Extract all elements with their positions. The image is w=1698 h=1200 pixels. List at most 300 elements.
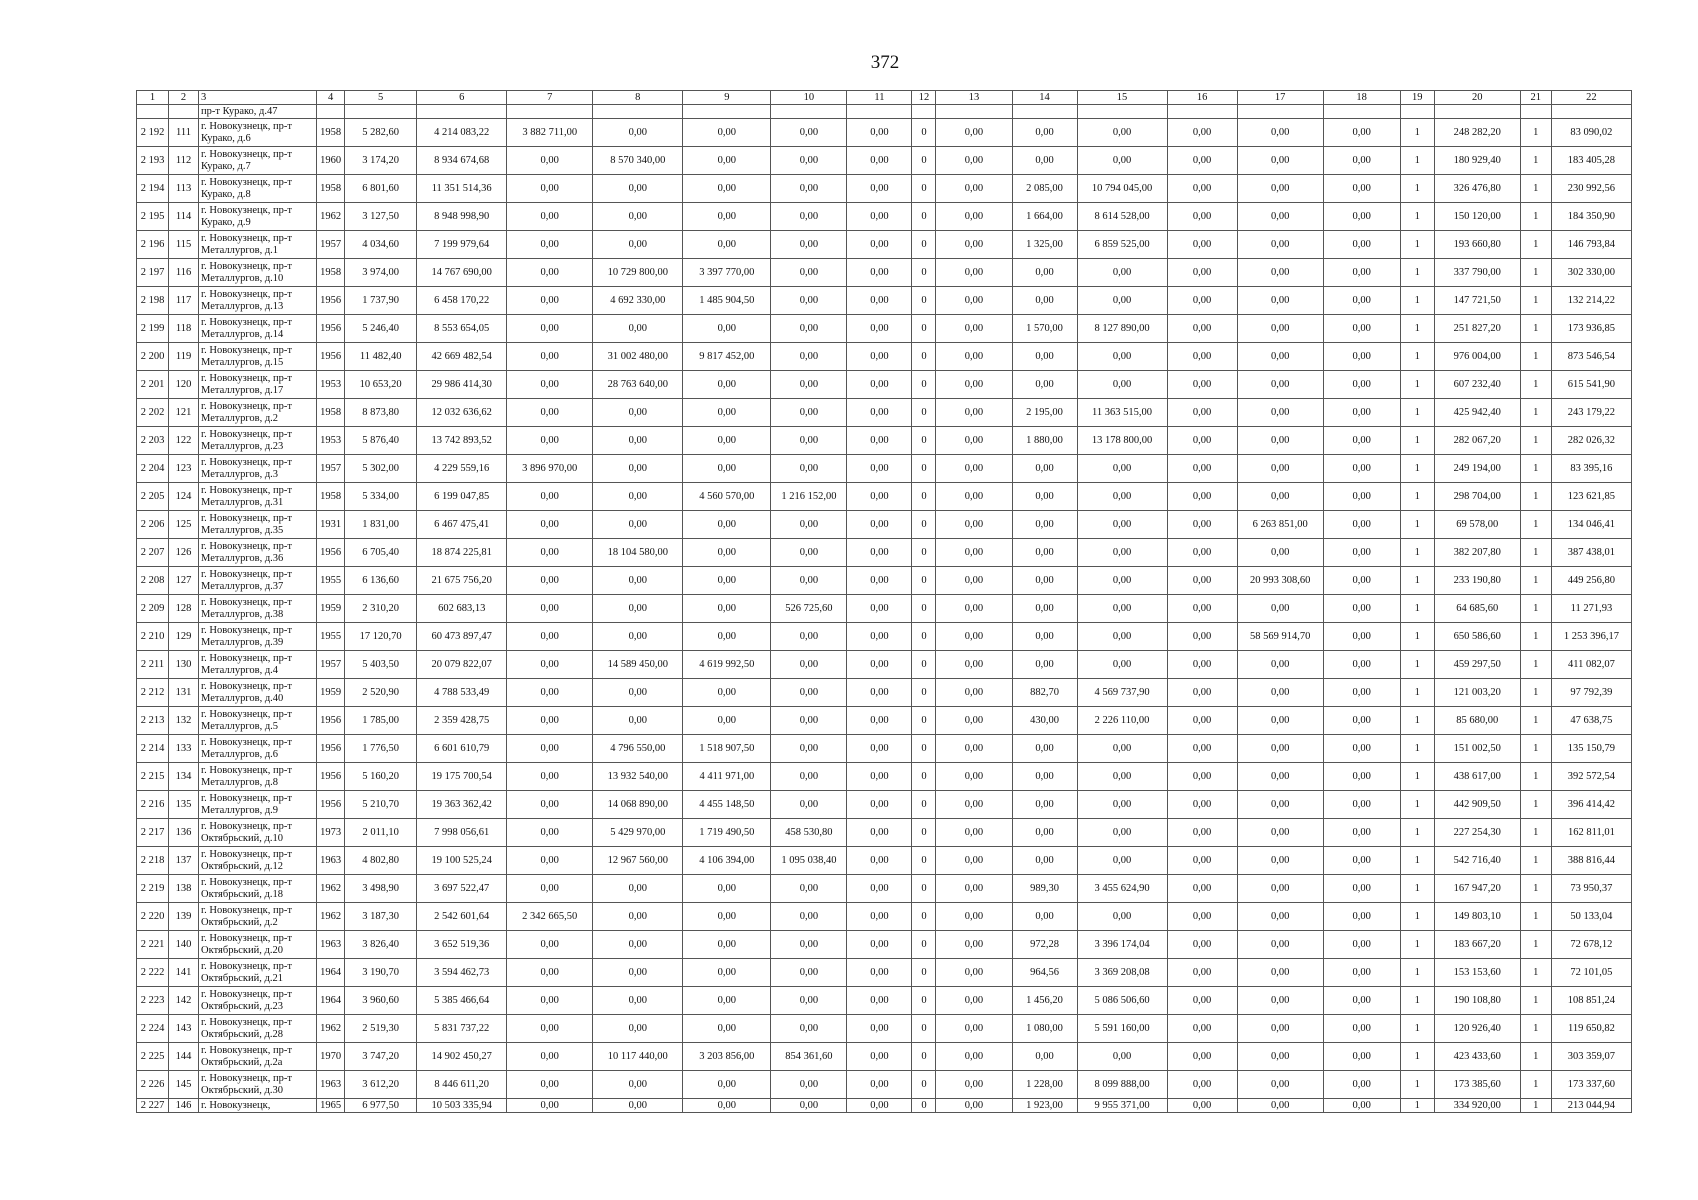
- table-cell: 2 226 110,00: [1077, 707, 1167, 735]
- address-cell: г. Новокузнецк, пр-т Курако, д.8: [199, 175, 317, 203]
- table-cell: 0,00: [593, 1099, 683, 1113]
- address-cell: г. Новокузнецк, пр-т Металлургов, д.14: [199, 315, 317, 343]
- table-cell: 0,00: [771, 371, 847, 399]
- table-cell: 133: [169, 735, 199, 763]
- table-cell: 1: [1520, 567, 1551, 595]
- table-cell: 650 586,60: [1434, 623, 1520, 651]
- table-cell: 0,00: [1323, 819, 1400, 847]
- table-cell: 5: [345, 91, 417, 105]
- table-cell: 1962: [317, 903, 345, 931]
- table-cell: 8 099 888,00: [1077, 1071, 1167, 1099]
- table-cell: 147 721,50: [1434, 287, 1520, 315]
- table-row: [137, 847, 1632, 875]
- table-cell: 0,00: [683, 987, 771, 1015]
- address-cell: г. Новокузнецк, пр-т Металлургов, д.40: [199, 679, 317, 707]
- table-cell: 0,00: [1237, 287, 1323, 315]
- table-cell: 3 396 174,04: [1077, 931, 1167, 959]
- table-cell: 1963: [317, 847, 345, 875]
- table-cell: 18: [1323, 91, 1400, 105]
- table-cell: 0,00: [1237, 847, 1323, 875]
- table-cell: 0,00: [683, 399, 771, 427]
- table-cell: 0: [912, 623, 936, 651]
- table-cell: 0,00: [1237, 147, 1323, 175]
- table-cell: 0,00: [847, 455, 912, 483]
- table-cell: 0: [912, 259, 936, 287]
- table-cell: 1 518 907,50: [683, 735, 771, 763]
- table-cell: 0,00: [683, 707, 771, 735]
- table-cell: 0,00: [593, 427, 683, 455]
- table-cell: 0,00: [1167, 399, 1237, 427]
- table-cell: 0,00: [847, 763, 912, 791]
- table-cell: 0,00: [1167, 903, 1237, 931]
- table-cell: 227 254,30: [1434, 819, 1520, 847]
- table-cell: 0,00: [507, 511, 593, 539]
- table-cell: 0,00: [683, 147, 771, 175]
- table-cell: 0,00: [936, 959, 1012, 987]
- table-cell: 0,00: [936, 1043, 1012, 1071]
- table-cell: 0,00: [936, 1099, 1012, 1113]
- table-cell: 438 617,00: [1434, 763, 1520, 791]
- table-cell: 0,00: [771, 343, 847, 371]
- table-cell: 19 175 700,54: [417, 763, 507, 791]
- address-cell: г. Новокузнецк, пр-т Октябрьский, д.28: [199, 1015, 317, 1043]
- table-cell: 1: [1520, 707, 1551, 735]
- table-cell: 6 263 851,00: [1237, 511, 1323, 539]
- table-row: [137, 651, 1632, 679]
- table-cell: [593, 105, 683, 119]
- table-cell: 1963: [317, 931, 345, 959]
- table-cell: 0,00: [1077, 539, 1167, 567]
- table-cell: 233 190,80: [1434, 567, 1520, 595]
- table-cell: 0,00: [1167, 875, 1237, 903]
- table-cell: 0,00: [507, 287, 593, 315]
- table-cell: 0,00: [847, 539, 912, 567]
- table-cell: [771, 105, 847, 119]
- table-cell: 0,00: [771, 259, 847, 287]
- table-cell: 0,00: [1077, 735, 1167, 763]
- table-cell: 0,00: [847, 483, 912, 511]
- table-cell: 139: [169, 903, 199, 931]
- table-cell: 2 195: [137, 203, 169, 231]
- table-cell: 0,00: [1077, 287, 1167, 315]
- table-cell: 1956: [317, 735, 345, 763]
- table-row: [137, 455, 1632, 483]
- table-cell: 2 198: [137, 287, 169, 315]
- table-cell: 0,00: [1323, 511, 1400, 539]
- address-cell: г. Новокузнецк, пр-т Октябрьский, д.12: [199, 847, 317, 875]
- table-cell: 0,00: [683, 875, 771, 903]
- continuation-row: [137, 105, 1632, 119]
- table-cell: 430,00: [1012, 707, 1077, 735]
- table-cell: 136: [169, 819, 199, 847]
- table-cell: 411 082,07: [1551, 651, 1631, 679]
- table-row: [137, 231, 1632, 259]
- table-cell: 6 801,60: [345, 175, 417, 203]
- table-cell: 5 591 160,00: [1077, 1015, 1167, 1043]
- table-cell: 0: [912, 595, 936, 623]
- table-cell: 0,00: [771, 455, 847, 483]
- table-cell: 0,00: [683, 1015, 771, 1043]
- table-cell: 0,00: [507, 1043, 593, 1071]
- table-cell: 1956: [317, 343, 345, 371]
- table-cell: 5 876,40: [345, 427, 417, 455]
- table-cell: 0,00: [593, 203, 683, 231]
- address-cell: г. Новокузнецк, пр-т Металлургов, д.36: [199, 539, 317, 567]
- table-cell: 13 742 893,52: [417, 427, 507, 455]
- table-cell: 0,00: [1323, 651, 1400, 679]
- table-cell: 0,00: [847, 567, 912, 595]
- table-cell: 0,00: [1077, 371, 1167, 399]
- table-cell: 0,00: [936, 119, 1012, 147]
- table-cell: 4 106 394,00: [683, 847, 771, 875]
- address-cell: г. Новокузнецк, пр-т Металлургов, д.38: [199, 595, 317, 623]
- table-cell: 0,00: [1237, 903, 1323, 931]
- table-cell: 0,00: [1012, 903, 1077, 931]
- table-cell: 0,00: [1012, 343, 1077, 371]
- table-cell: [417, 105, 507, 119]
- table-cell: 1: [1520, 735, 1551, 763]
- table-cell: 248 282,20: [1434, 119, 1520, 147]
- table-cell: 0: [912, 567, 936, 595]
- table-cell: 1: [1520, 623, 1551, 651]
- table-cell: 0,00: [507, 1099, 593, 1113]
- table-cell: 0,00: [1167, 763, 1237, 791]
- table-cell: 0,00: [936, 511, 1012, 539]
- table-cell: 1: [1400, 623, 1434, 651]
- table-cell: 1: [1520, 147, 1551, 175]
- table-cell: 0,00: [593, 707, 683, 735]
- table-cell: 0,00: [771, 791, 847, 819]
- table-cell: 29 986 414,30: [417, 371, 507, 399]
- table-cell: 0,00: [1012, 595, 1077, 623]
- table-cell: [1237, 105, 1323, 119]
- table-cell: 0,00: [683, 203, 771, 231]
- table-cell: 0,00: [1167, 119, 1237, 147]
- address-cell: г. Новокузнецк, пр-т Курако, д.6: [199, 119, 317, 147]
- table-cell: 0,00: [847, 231, 912, 259]
- table-cell: 0,00: [1077, 763, 1167, 791]
- table-cell: 1: [1400, 371, 1434, 399]
- table-cell: 0,00: [771, 987, 847, 1015]
- table-cell: 0,00: [847, 1099, 912, 1113]
- table-cell: 5 334,00: [345, 483, 417, 511]
- table-cell: 1: [1400, 455, 1434, 483]
- table-cell: 1: [1520, 119, 1551, 147]
- table-cell: 13: [936, 91, 1012, 105]
- table-cell: 0,00: [1077, 455, 1167, 483]
- table-cell: 2 192: [137, 119, 169, 147]
- table-cell: 0,00: [847, 595, 912, 623]
- table-row: [137, 287, 1632, 315]
- table-cell: 19 100 525,24: [417, 847, 507, 875]
- table-row: [137, 931, 1632, 959]
- table-cell: 0,00: [1012, 819, 1077, 847]
- table-cell: 0,00: [1323, 931, 1400, 959]
- table-cell: 162 811,01: [1551, 819, 1631, 847]
- table-cell: 0,00: [771, 399, 847, 427]
- table-cell: 135: [169, 791, 199, 819]
- table-cell: 2 204: [137, 455, 169, 483]
- table-cell: 9 817 452,00: [683, 343, 771, 371]
- table-cell: 213 044,94: [1551, 1099, 1631, 1113]
- table-cell: 0,00: [593, 483, 683, 511]
- table-cell: 0,00: [1237, 455, 1323, 483]
- table-row: [137, 595, 1632, 623]
- table-cell: 382 207,80: [1434, 539, 1520, 567]
- table-cell: 1956: [317, 763, 345, 791]
- table-cell: 2 216: [137, 791, 169, 819]
- table-cell: 0: [912, 231, 936, 259]
- table-cell: 0,00: [936, 847, 1012, 875]
- table-cell: 1: [1520, 539, 1551, 567]
- table-cell: 5 302,00: [345, 455, 417, 483]
- table-row: [137, 959, 1632, 987]
- table-cell: 0,00: [847, 791, 912, 819]
- address-cell: пр-т Курако, д.47: [199, 105, 317, 119]
- table-cell: [345, 105, 417, 119]
- table-cell: 1964: [317, 959, 345, 987]
- table-cell: [912, 105, 936, 119]
- table-cell: 0,00: [1012, 371, 1077, 399]
- table-cell: 64 685,60: [1434, 595, 1520, 623]
- table-cell: 3 974,00: [345, 259, 417, 287]
- table-cell: 180 929,40: [1434, 147, 1520, 175]
- table-cell: 1: [1520, 819, 1551, 847]
- table-cell: 0,00: [1237, 231, 1323, 259]
- table-cell: 3 187,30: [345, 903, 417, 931]
- table-cell: 1: [1400, 903, 1434, 931]
- table-row: [137, 259, 1632, 287]
- table-cell: 3 397 770,00: [683, 259, 771, 287]
- table-cell: 20 993 308,60: [1237, 567, 1323, 595]
- table-cell: 0,00: [771, 119, 847, 147]
- table-cell: 0,00: [683, 511, 771, 539]
- table-cell: 0,00: [1077, 651, 1167, 679]
- table-cell: 1: [1400, 399, 1434, 427]
- table-cell: 0,00: [1237, 875, 1323, 903]
- table-cell: 0,00: [936, 483, 1012, 511]
- table-cell: 449 256,80: [1551, 567, 1631, 595]
- table-cell: 0,00: [507, 539, 593, 567]
- table-cell: 1957: [317, 231, 345, 259]
- table-cell: 2 219: [137, 875, 169, 903]
- table-row: [137, 399, 1632, 427]
- table-cell: 0,00: [771, 231, 847, 259]
- table-cell: 989,30: [1012, 875, 1077, 903]
- table-cell: 0,00: [1167, 483, 1237, 511]
- table-cell: 18 104 580,00: [593, 539, 683, 567]
- table-cell: 72 101,05: [1551, 959, 1631, 987]
- table-cell: 0,00: [936, 791, 1012, 819]
- table-cell: [1012, 105, 1077, 119]
- table-cell: 2 214: [137, 735, 169, 763]
- table-row: [137, 315, 1632, 343]
- table-cell: 1958: [317, 119, 345, 147]
- table-cell: 0,00: [1012, 567, 1077, 595]
- table-cell: 0,00: [936, 203, 1012, 231]
- table-cell: 0,00: [847, 1015, 912, 1043]
- table-cell: 0,00: [1077, 483, 1167, 511]
- table-cell: 0,00: [1237, 203, 1323, 231]
- table-cell: 1956: [317, 315, 345, 343]
- table-cell: 0,00: [936, 931, 1012, 959]
- table-cell: 0,00: [1167, 455, 1237, 483]
- table-cell: 125: [169, 511, 199, 539]
- table-cell: 4 560 570,00: [683, 483, 771, 511]
- table-cell: 85 680,00: [1434, 707, 1520, 735]
- table-cell: 1956: [317, 707, 345, 735]
- table-cell: 149 803,10: [1434, 903, 1520, 931]
- table-cell: 5 246,40: [345, 315, 417, 343]
- table-cell: 0,00: [771, 427, 847, 455]
- table-cell: 1: [1520, 343, 1551, 371]
- table-cell: 0,00: [507, 707, 593, 735]
- table-cell: 1: [1520, 399, 1551, 427]
- table-cell: 0,00: [936, 259, 1012, 287]
- table-cell: 108 851,24: [1551, 987, 1631, 1015]
- table-cell: 0,00: [507, 427, 593, 455]
- table-cell: 1: [1520, 1071, 1551, 1099]
- table-cell: 1: [1520, 203, 1551, 231]
- table-cell: 4 619 992,50: [683, 651, 771, 679]
- table-row: [137, 1043, 1632, 1071]
- table-cell: 1 785,00: [345, 707, 417, 735]
- table-cell: 8 948 998,90: [417, 203, 507, 231]
- table-cell: 607 232,40: [1434, 371, 1520, 399]
- table-cell: 0,00: [1167, 371, 1237, 399]
- address-cell: г. Новокузнецк, пр-т Октябрьский, д.18: [199, 875, 317, 903]
- table-cell: 0,00: [936, 707, 1012, 735]
- table-cell: 4 692 330,00: [593, 287, 683, 315]
- table-cell: 0: [912, 455, 936, 483]
- table-cell: 0,00: [1323, 567, 1400, 595]
- table-cell: 193 660,80: [1434, 231, 1520, 259]
- table-cell: 8: [593, 91, 683, 105]
- address-cell: г. Новокузнецк, пр-т Курако, д.9: [199, 203, 317, 231]
- table-cell: 123 621,85: [1551, 483, 1631, 511]
- table-cell: 0,00: [507, 203, 593, 231]
- table-cell: 0: [912, 427, 936, 455]
- table-cell: 0,00: [1323, 623, 1400, 651]
- table-cell: 1958: [317, 483, 345, 511]
- table-cell: 0,00: [847, 1043, 912, 1071]
- table-cell: 1 719 490,50: [683, 819, 771, 847]
- table-cell: 5 385 466,64: [417, 987, 507, 1015]
- table-cell: 0,00: [847, 203, 912, 231]
- table-cell: 0,00: [1167, 1099, 1237, 1113]
- table-cell: 0,00: [1323, 119, 1400, 147]
- table-cell: 173 337,60: [1551, 1071, 1631, 1099]
- table-cell: 0,00: [683, 959, 771, 987]
- table-cell: 2 520,90: [345, 679, 417, 707]
- table-cell: 3 127,50: [345, 203, 417, 231]
- table-cell: 2 213: [137, 707, 169, 735]
- table-cell: 140: [169, 931, 199, 959]
- table-cell: 0,00: [771, 1099, 847, 1113]
- table-cell: 1953: [317, 427, 345, 455]
- table-cell: 2 542 601,64: [417, 903, 507, 931]
- table-cell: 3 697 522,47: [417, 875, 507, 903]
- table-cell: 3 826,40: [345, 931, 417, 959]
- table-cell: 0: [912, 903, 936, 931]
- table-cell: 0,00: [936, 315, 1012, 343]
- table-cell: 2 220: [137, 903, 169, 931]
- address-cell: г. Новокузнецк, пр-т Металлургов, д.6: [199, 735, 317, 763]
- table-cell: 0,00: [1237, 1043, 1323, 1071]
- table-cell: 0,00: [1237, 1099, 1323, 1113]
- table-cell: 8 614 528,00: [1077, 203, 1167, 231]
- table-cell: 249 194,00: [1434, 455, 1520, 483]
- table-row: [137, 119, 1632, 147]
- table-cell: 0: [912, 987, 936, 1015]
- address-cell: г. Новокузнецк, пр-т Металлургов, д.1: [199, 231, 317, 259]
- table-cell: 0,00: [1167, 651, 1237, 679]
- table-cell: 0,00: [936, 231, 1012, 259]
- table-cell: 1965: [317, 1099, 345, 1113]
- table-cell: 0,00: [936, 595, 1012, 623]
- table-cell: 0,00: [847, 931, 912, 959]
- table-cell: 130: [169, 651, 199, 679]
- table-cell: 114: [169, 203, 199, 231]
- table-cell: 0,00: [1077, 119, 1167, 147]
- table-row: [137, 987, 1632, 1015]
- table-cell: 2 221: [137, 931, 169, 959]
- table-cell: 0,00: [1323, 595, 1400, 623]
- table-cell: 2 215: [137, 763, 169, 791]
- table-cell: [1077, 105, 1167, 119]
- table-cell: 83 395,16: [1551, 455, 1631, 483]
- table-cell: 0,00: [1323, 903, 1400, 931]
- table-cell: 0,00: [936, 371, 1012, 399]
- table-cell: 1959: [317, 679, 345, 707]
- table-cell: 0,00: [936, 287, 1012, 315]
- table-cell: 0: [912, 511, 936, 539]
- table-cell: 1: [1520, 1043, 1551, 1071]
- table-cell: 0,00: [771, 287, 847, 315]
- table-cell: 2 310,20: [345, 595, 417, 623]
- table-cell: 0,00: [1167, 259, 1237, 287]
- table-cell: 173 385,60: [1434, 1071, 1520, 1099]
- table-cell: 0,00: [507, 623, 593, 651]
- table-cell: 1: [1400, 707, 1434, 735]
- table-cell: 150 120,00: [1434, 203, 1520, 231]
- table-cell: 21: [1520, 91, 1551, 105]
- table-cell: 0,00: [936, 875, 1012, 903]
- table-cell: 0,00: [771, 679, 847, 707]
- table-cell: 146: [169, 1099, 199, 1113]
- table-cell: 47 638,75: [1551, 707, 1631, 735]
- table-cell: 396 414,42: [1551, 791, 1631, 819]
- table-cell: 0,00: [593, 623, 683, 651]
- table-row: [137, 819, 1632, 847]
- table-cell: 0,00: [936, 623, 1012, 651]
- table-cell: 0,00: [1237, 343, 1323, 371]
- table-cell: 0,00: [1077, 1043, 1167, 1071]
- table-cell: 0,00: [1012, 511, 1077, 539]
- table-row: [137, 735, 1632, 763]
- table-cell: 0,00: [593, 511, 683, 539]
- table-cell: 2 218: [137, 847, 169, 875]
- table-cell: [1551, 105, 1631, 119]
- table-cell: 1 831,00: [345, 511, 417, 539]
- table-row: [137, 1099, 1632, 1113]
- table-cell: 28 763 640,00: [593, 371, 683, 399]
- table-cell: 0,00: [847, 651, 912, 679]
- table-cell: 138: [169, 875, 199, 903]
- table-cell: 134: [169, 763, 199, 791]
- table-cell: 0,00: [1323, 735, 1400, 763]
- table-cell: 3 882 711,00: [507, 119, 593, 147]
